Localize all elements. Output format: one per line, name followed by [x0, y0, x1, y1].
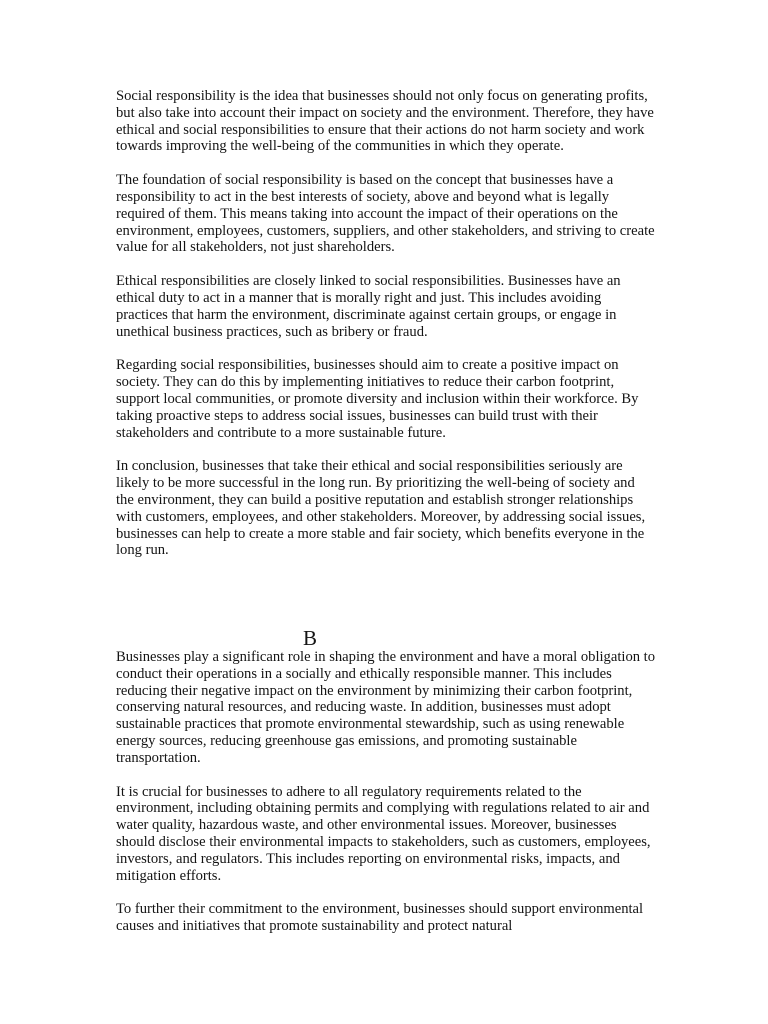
paragraph: It is crucial for businesses to adhere to all regulatory requirements related to the environment, including obtaining permits and complying with regulations related to air and water quality, hazardous waste, and other environmental issues. Moreover, businesses should disclose their environmental impacts to stakeholders, such as customers, employees, investors, and regulators. This includes reporting on environmental risks, impacts, and mitigation efforts.: [116, 783, 651, 884]
paragraph: Social responsibility is the idea that businesses should not only focus on generating profits, but also take into account their impact on society and the environment. Therefore, they have ethical and social responsibilities to ensure that their actions do not harm society and work towards improving the well-being of the communities in which they operate.: [116, 88, 654, 155]
paragraph: Businesses play a significant role in shaping the environment and have a moral obligation to conduct their operations in a socially and ethically responsible manner. This includes reducing their negative impact on the environment by minimizing their carbon footprint, conserving natural resources, and reducing waste. In addition, businesses must adopt sustainable practices that promote environmental stewardship, such as using renewable energy sources, reducing greenhouse gas emissions, and promoting sustainable transportation.: [116, 649, 656, 766]
paragraph: The foundation of social responsibility is based on the concept that businesses have a responsibility to act in the best interests of society, above and beyond what is legally required of them. This means taking into account the impact of their operations on the environment, employees, customers, suppliers, and other stakeholders, and striving to create value for all stakeholders, not just shareholders.: [116, 172, 655, 256]
paragraph: To further their commitment to the environment, businesses should support environmental causes and initiatives that promote sustainability and protect natural: [116, 901, 644, 935]
paragraph: In conclusion, businesses that take their ethical and social responsibilities seriously are likely to be more successful in the long run. By prioritizing the well-being of society and the environment, they can build a positive reputation and establish stronger relationships with customers, employees, and other stakeholders. Moreover, by addressing social issues, businesses can help to create a more stable and fair society, which benefits everyone in the long run.: [116, 458, 646, 559]
paragraph: Ethical responsibilities are closely linked to social responsibilities. Businesses have an ethical duty to act in a manner that is morally right and just. This includes avoiding practices that harm the environment, discriminate against certain groups, or engage in unethical business practices, such as bribery or fraud.: [116, 273, 621, 340]
paragraph: Regarding social responsibilities, businesses should aim to create a positive impact on society. They can do this by implementing initiatives to reduce their carbon footprint, support local communities, or promote diversity and inclusion within their workforce. By taking proactive steps to address social issues, businesses can build trust with their stakeholders and contribute to a more sustainable future.: [116, 357, 639, 441]
section-a: [116, 88, 656, 576]
section-heading: B: [303, 626, 318, 650]
section-b: [116, 649, 656, 952]
